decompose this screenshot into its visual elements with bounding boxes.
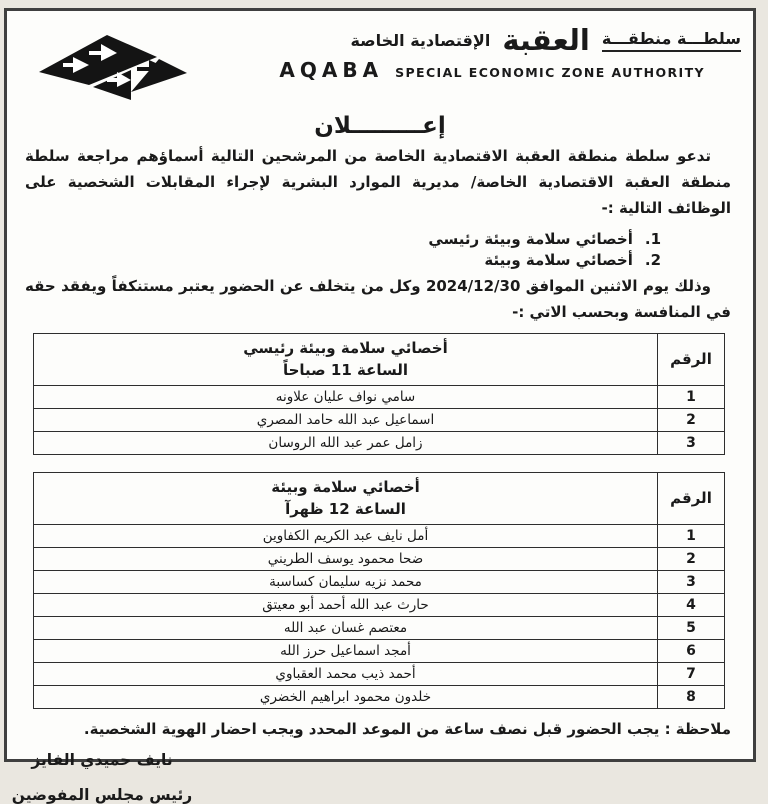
table-row xyxy=(34,570,725,593)
candidate-number: 3 xyxy=(658,431,725,454)
candidate-name: خلدون محمود ابراهيم الخضري xyxy=(34,685,658,708)
list-item-label: أخصائي سلامة وبيئة xyxy=(484,251,633,270)
candidate-name: أمجد اسماعيل حرز الله xyxy=(34,639,658,662)
candidate-name: معتصم غسان عبد الله xyxy=(34,616,658,639)
table-row xyxy=(34,593,725,616)
candidate-number: 5 xyxy=(658,616,725,639)
number-column-header: الرقم xyxy=(658,472,725,524)
list-item-label: أخصائي سلامة وبيئة رئيسي xyxy=(428,230,633,249)
announcement-document xyxy=(4,8,756,804)
list-item xyxy=(7,230,661,248)
positions-list xyxy=(7,230,661,269)
table-position-title: أخصائي سلامة وبيئة رئيسي xyxy=(243,338,448,357)
candidate-name: محمد نزيه سليمان كساسبة xyxy=(34,570,658,593)
authority-prefix-ar: سلطـــة منطقـــة xyxy=(602,29,741,52)
candidates-table-morning xyxy=(33,333,725,455)
table-title-cell xyxy=(34,333,658,385)
table-row xyxy=(34,639,725,662)
aqaba-logo-icon xyxy=(23,24,193,104)
table-time: الساعة 11 صباحاً xyxy=(282,361,409,380)
list-item-number: 2. xyxy=(644,251,661,270)
authority-name-english xyxy=(193,58,745,82)
candidate-number: 8 xyxy=(658,685,725,708)
table-row xyxy=(34,547,725,570)
signature-block xyxy=(0,751,237,804)
table-position-title: أخصائي سلامة وبيئة xyxy=(271,477,420,496)
table-header-row xyxy=(34,472,725,524)
list-item xyxy=(7,251,661,269)
candidate-number: 4 xyxy=(658,593,725,616)
candidate-number: 3 xyxy=(658,570,725,593)
document-header xyxy=(7,18,753,104)
table-row xyxy=(34,685,725,708)
candidate-number: 7 xyxy=(658,662,725,685)
table-row xyxy=(34,662,725,685)
authority-suffix-ar: الإقتصادية الخاصة xyxy=(350,31,491,50)
table-row xyxy=(34,524,725,547)
number-column-header: الرقم xyxy=(658,333,725,385)
table-row xyxy=(34,431,725,454)
note-paragraph: ملاحظة : يجب الحضور قبل نصف ساعة من الموعد المحدد ويجب احضار الهوية الشخصية. xyxy=(83,719,731,738)
authority-name-ar: العقبة xyxy=(502,23,590,57)
table-title-cell xyxy=(34,472,658,524)
candidate-number: 2 xyxy=(658,547,725,570)
table-row xyxy=(34,408,725,431)
authority-type-en: SPECIAL ECONOMIC ZONE AUTHORITY xyxy=(395,65,705,80)
candidates-table-noon xyxy=(33,472,725,709)
candidate-name: أمل نايف عبد الكريم الكفاوين xyxy=(34,524,658,547)
schedule-paragraph: وذلك يوم الاثنين الموافق 2024/12/30 وكل من يتخلف عن الحضور يعتبر مستنكفاً ويفقد حقه في المنافسة وبحسب الاتي :- xyxy=(25,277,731,322)
signatory-title: رئيس مجلس المفوضين xyxy=(11,785,193,804)
candidate-number: 1 xyxy=(658,385,725,408)
candidate-number: 2 xyxy=(658,408,725,431)
candidate-name: ضحا محمود يوسف الطريني xyxy=(34,547,658,570)
authority-brand xyxy=(193,24,745,82)
candidate-name: اسماعيل عبد الله حامد المصري xyxy=(34,408,658,431)
candidate-name: سامي نواف عليان علاونه xyxy=(34,385,658,408)
candidate-number: 1 xyxy=(658,524,725,547)
signatory-name: نايف حميدي الفايز xyxy=(31,750,173,769)
candidate-name: حارث عبد الله أحمد أبو معيتق xyxy=(34,593,658,616)
table-time: الساعة 12 ظهرآ xyxy=(285,500,406,519)
table-row xyxy=(34,385,725,408)
candidate-number: 6 xyxy=(658,639,725,662)
table-header-row xyxy=(34,333,725,385)
table-row xyxy=(34,616,725,639)
intro-paragraph: تدعو سلطة منطقة العقبة الاقتصادية الخاصة من المرشحين التالية أسماؤهم مراجعة سلطة منطقة العقبة الاقتصادية الخاصة/ مديرية الموارد البشرية لإجراء المقابلات الشخصية على الوظائف التالية :- xyxy=(25,147,731,217)
list-item-number: 1. xyxy=(644,230,661,249)
authority-name-arabic xyxy=(193,23,745,57)
candidate-name: أحمد ذيب محمد العقباوي xyxy=(34,662,658,685)
announcement-title: إعـــــــــلان xyxy=(314,113,446,139)
authority-name-en: AQABA xyxy=(279,58,384,82)
candidate-name: زامل عمر عبد الله الروسان xyxy=(34,431,658,454)
